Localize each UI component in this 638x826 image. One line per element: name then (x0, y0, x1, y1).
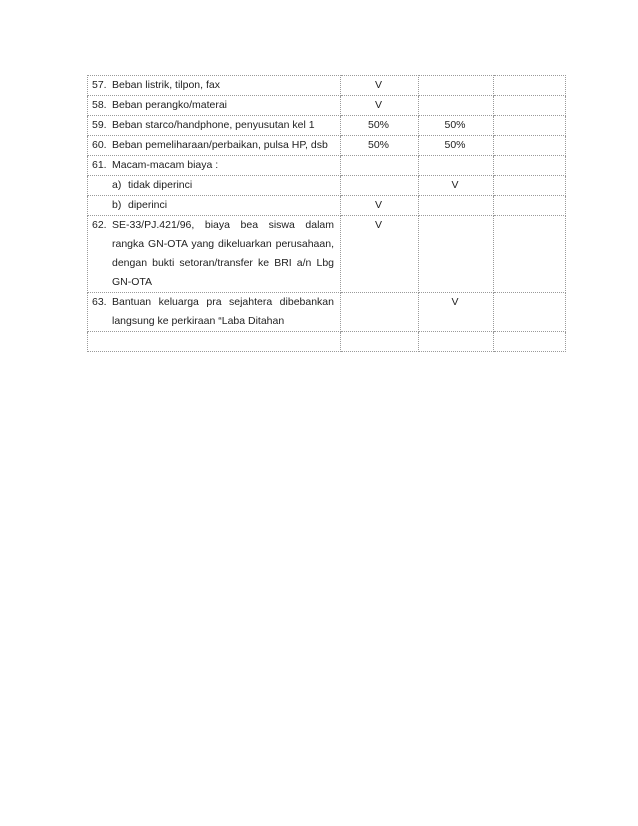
column-2-cell (341, 293, 419, 332)
description-cell (88, 176, 341, 196)
description-line: langsung ke perkiraan “Laba Ditahan (112, 315, 285, 327)
table-row (88, 176, 566, 196)
description-line: SE-33/PJ.421/96, biaya bea siswa dalam (112, 219, 334, 231)
column-2-cell: V (341, 216, 419, 293)
description-cell (88, 156, 341, 176)
column-3-cell (419, 76, 494, 96)
empty-cell (341, 332, 419, 352)
row-number: 62. (92, 219, 107, 231)
description-cell (88, 116, 341, 136)
column-4-cell (494, 216, 566, 293)
sub-item-label: a) (112, 179, 122, 191)
column-4-cell (494, 96, 566, 116)
description-cell (88, 136, 341, 156)
expense-table (87, 75, 566, 352)
column-4-cell (494, 116, 566, 136)
row-number: 60. (92, 139, 107, 151)
column-3-cell: V (419, 176, 494, 196)
empty-cell (419, 332, 494, 352)
description-line: dengan bukti setoran/transfer ke BRI a/n Lbg (112, 257, 334, 269)
row-number: 59. (92, 119, 107, 131)
column-3-cell (419, 216, 494, 293)
table-row (88, 196, 566, 216)
description-cell (88, 96, 341, 116)
column-2-cell (341, 156, 419, 176)
table-row (88, 136, 566, 156)
description-line: Bantuan keluarga pra sejahtera dibebankan (112, 296, 334, 308)
column-2-cell: V (341, 96, 419, 116)
column-2-cell: 50% (341, 116, 419, 136)
row-description: Beban starco/handphone, penyusutan kel 1 (112, 119, 315, 131)
description-cell (88, 76, 341, 96)
column-3-cell: 50% (419, 116, 494, 136)
sub-item-label: b) (112, 199, 122, 211)
column-2-cell: 50% (341, 136, 419, 156)
description-line: rangka GN-OTA yang dikeluarkan perusahaan, (112, 238, 334, 250)
column-4-cell (494, 76, 566, 96)
row-description: tidak diperinci (128, 179, 193, 191)
column-3-cell (419, 156, 494, 176)
table-row (88, 76, 566, 96)
empty-cell (494, 332, 566, 352)
row-description: diperinci (128, 199, 168, 211)
column-2-cell: V (341, 76, 419, 96)
row-number: 61. (92, 159, 107, 171)
table-row (88, 116, 566, 136)
row-description: Beban perangko/materai (112, 99, 227, 111)
table-row (88, 96, 566, 116)
description-line: GN-OTA (112, 276, 153, 288)
column-4-cell (494, 196, 566, 216)
row-number: 63. (92, 296, 107, 308)
row-description: Beban pemeliharaan/perbaikan, pulsa HP, dsb (112, 139, 328, 151)
row-description: Macam-macam biaya : (112, 159, 219, 171)
description-cell (88, 216, 341, 293)
column-4-cell (494, 176, 566, 196)
column-2-cell (341, 176, 419, 196)
column-4-cell (494, 156, 566, 176)
table-row (88, 216, 566, 293)
column-4-cell (494, 136, 566, 156)
column-3-cell: V (419, 293, 494, 332)
description-cell (88, 196, 341, 216)
row-number: 57. (92, 79, 107, 91)
table-row (88, 156, 566, 176)
description-cell (88, 293, 341, 332)
row-number: 58. (92, 99, 107, 111)
column-3-cell (419, 196, 494, 216)
column-4-cell (494, 293, 566, 332)
column-3-cell (419, 96, 494, 116)
empty-cell (88, 332, 341, 352)
table-row-empty (88, 332, 566, 352)
row-description: Beban listrik, tilpon, fax (112, 79, 220, 91)
column-3-cell: 50% (419, 136, 494, 156)
column-2-cell: V (341, 196, 419, 216)
table-row (88, 293, 566, 332)
